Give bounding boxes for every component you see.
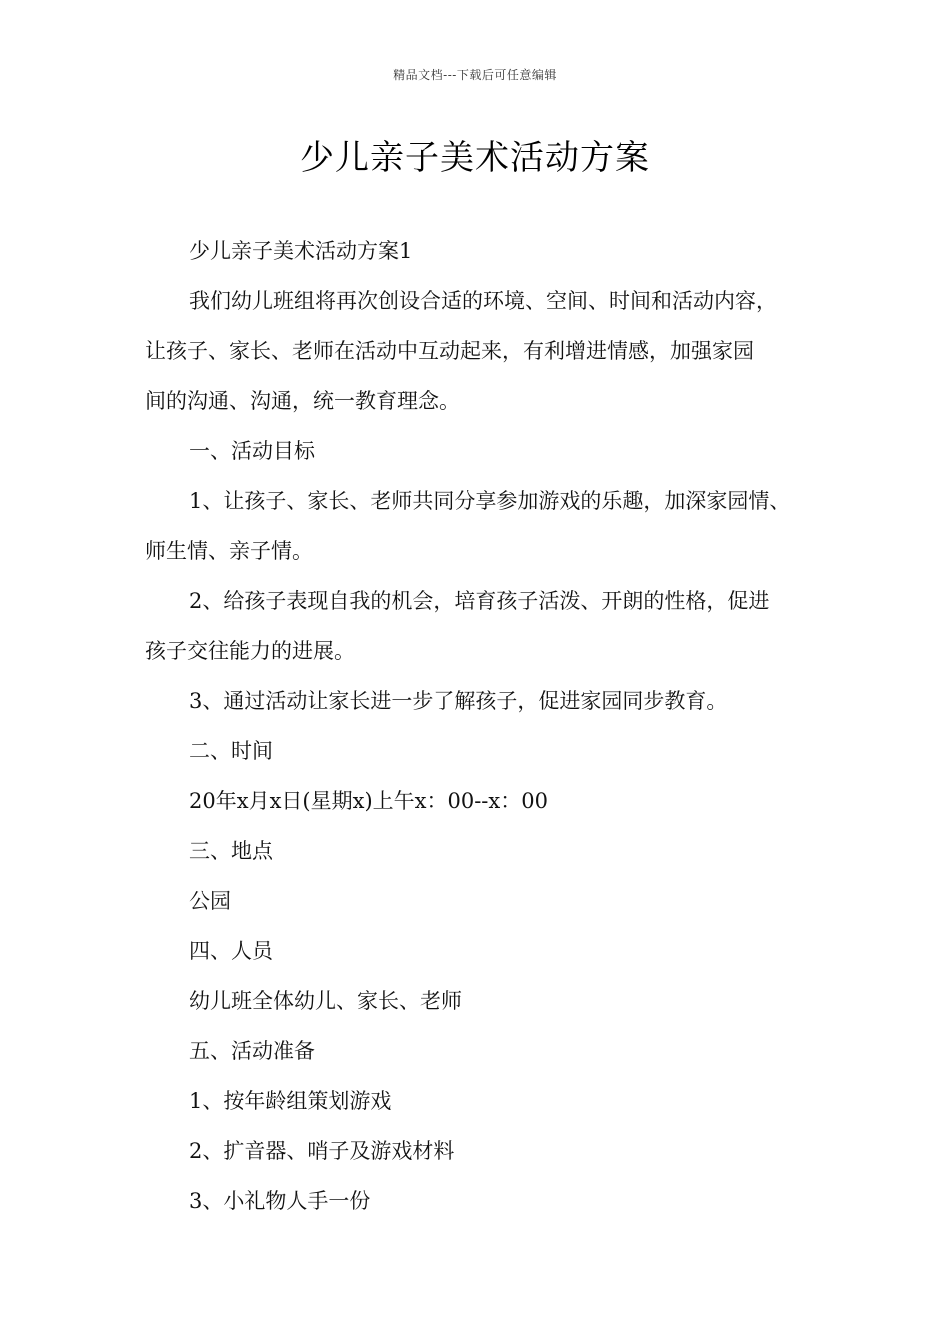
paragraph-line: 师生情、亲子情。 [145, 539, 313, 563]
section-heading: 三、地点 [189, 839, 273, 863]
subtitle-line: 少儿亲子美术活动方案1 [189, 239, 413, 263]
paragraph-line: 公园 [189, 889, 231, 913]
paragraph-line: 1、让孩子、家长、老师共同分享参加游戏的乐趣，加深家园情、 [189, 489, 791, 513]
list-item: 1、按年龄组策划游戏 [189, 1089, 392, 1113]
paragraph-line: 20年x月x日(星期x)上午x：00--x：00 [189, 789, 548, 813]
section-heading: 二、时间 [189, 739, 273, 763]
document-body [145, 226, 825, 1226]
section-heading: 四、人员 [189, 939, 273, 963]
list-item: 3、小礼物人手一份 [189, 1189, 371, 1213]
paragraph-line: 间的沟通、沟通，统一教育理念。 [145, 389, 460, 413]
paragraph-line: 我们幼儿班组将再次创设合适的环境、空间、时间和活动内容， [189, 289, 777, 313]
section-heading: 五、活动准备 [189, 1039, 315, 1063]
page-title: 少儿亲子美术活动方案 [300, 138, 650, 178]
paragraph-line: 孩子交往能力的进展。 [145, 639, 355, 663]
paragraph-line: 3、通过活动让家长进一步了解孩子，促进家园同步教育。 [189, 689, 728, 713]
paragraph-line: 幼儿班全体幼儿、家长、老师 [189, 989, 462, 1013]
paragraph-line: 让孩子、家长、老师在活动中互动起来，有利增进情感，加强家园 [145, 339, 754, 363]
list-item: 2、扩音器、哨子及游戏材料 [189, 1139, 455, 1163]
paragraph-line: 2、给孩子表现自我的机会，培育孩子活泼、开朗的性格，促进 [189, 589, 770, 613]
section-heading: 一、活动目标 [189, 439, 315, 463]
header-note: 精品文档---下载后可任意编辑 [393, 68, 557, 82]
